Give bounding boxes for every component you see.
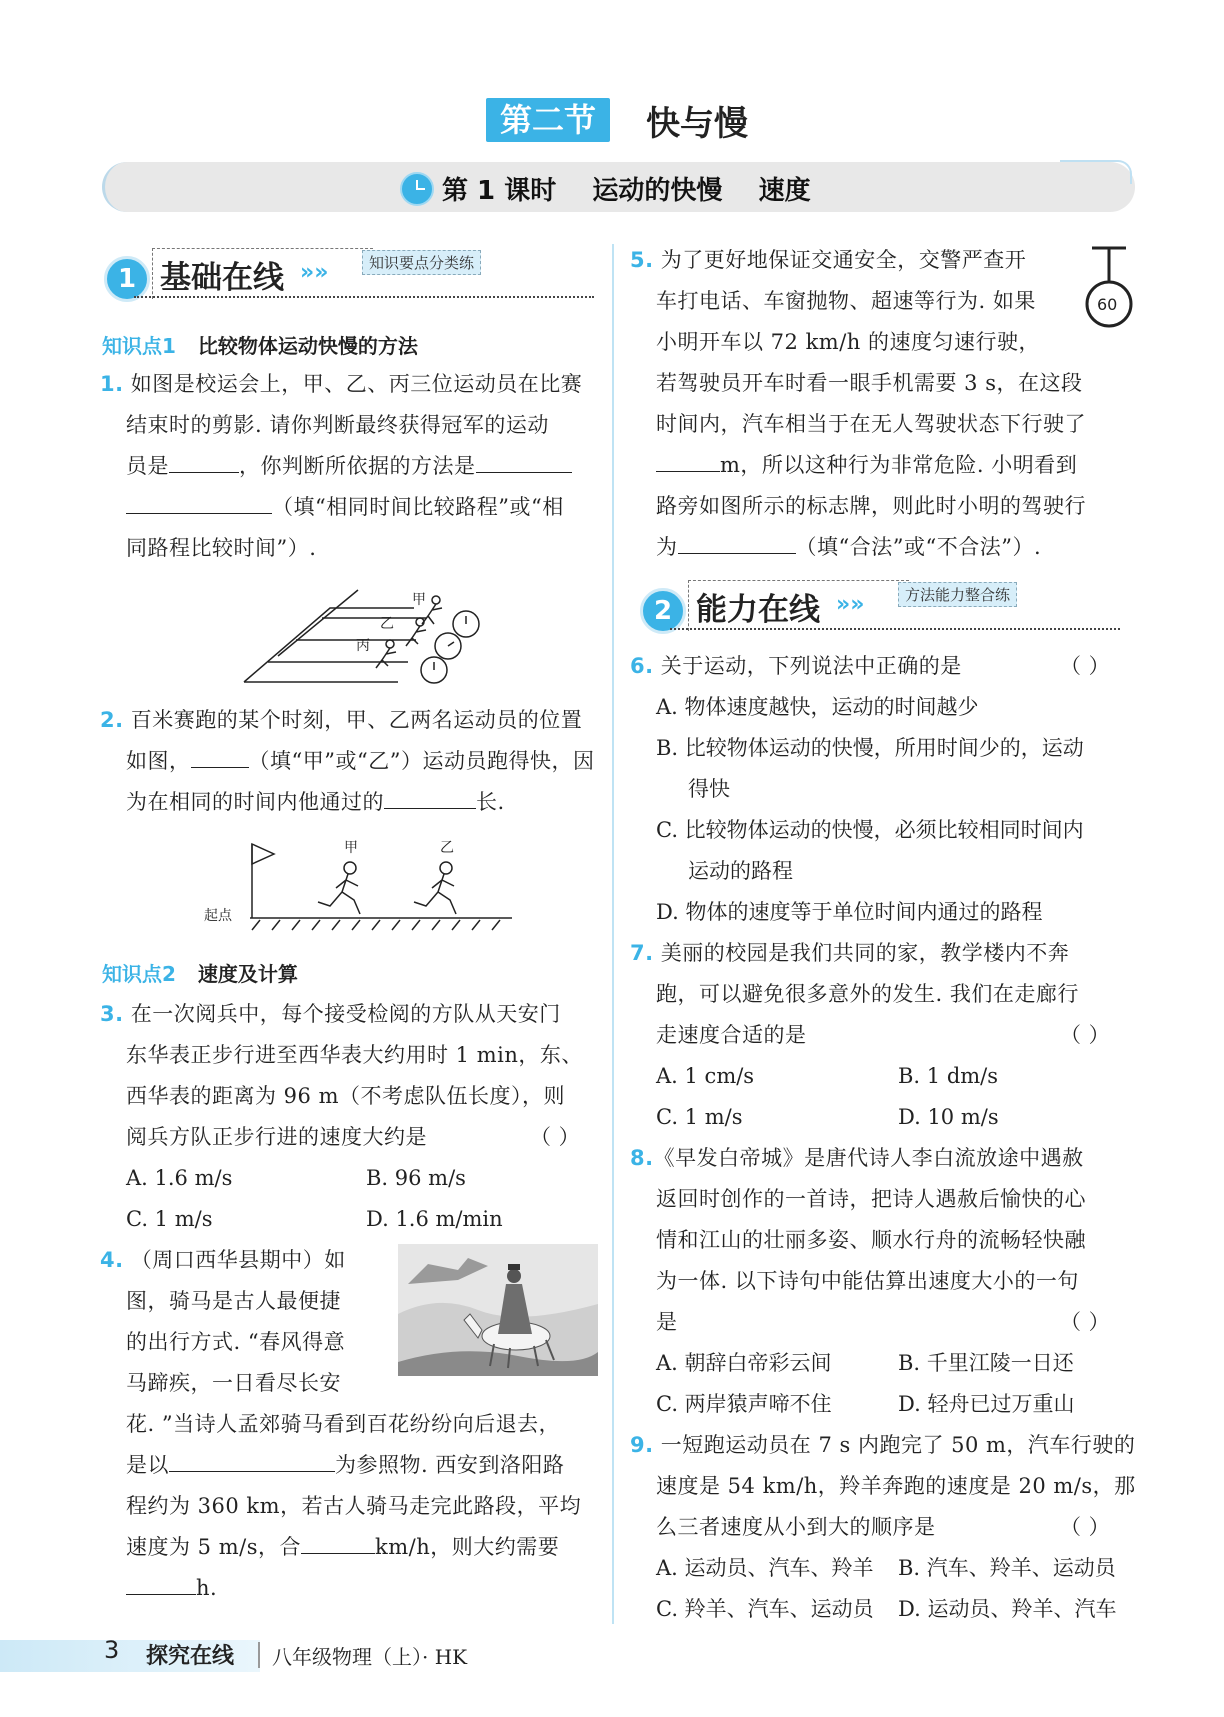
question-text: 程约为 360 km，若古人骑马走完此路段，平均 xyxy=(126,1494,582,1518)
question-text: 返回时创作的一首诗，把诗人遇赦后愉快的心 xyxy=(656,1187,1086,1211)
knowledge-point-tag: 知识点1 xyxy=(102,334,176,358)
option-a[interactable]: A. 物体速度越快，运动的时间越少 xyxy=(656,695,979,719)
runner-label-c: 丙 xyxy=(356,638,370,654)
question-text: 的出行方式. “春风得意 xyxy=(126,1330,346,1354)
question-number: 9. xyxy=(630,1433,654,1457)
knowledge-point-text: 速度及计算 xyxy=(197,962,298,986)
question-text: （填“甲”或“乙”）运动员跑得快，因 xyxy=(248,749,595,773)
option-c[interactable]: C. 羚羊、汽车、运动员 xyxy=(656,1597,874,1621)
option-a[interactable]: A. 1.6 m/s xyxy=(126,1166,233,1190)
question-9 xyxy=(630,1425,1136,1548)
question-text: 东华表正步行进至西华表大约用时 1 min，东、 xyxy=(126,1043,583,1067)
question-text: 员是 xyxy=(126,454,169,478)
knowledge-point-1 xyxy=(102,330,418,359)
question-text: 百米赛跑的某个时刻，甲、乙两名运动员的位置 xyxy=(130,708,583,732)
footer-separator xyxy=(258,1642,260,1668)
answer-bracket[interactable]: （ ） xyxy=(1060,1310,1111,1334)
option-b[interactable]: B. 96 m/s xyxy=(366,1166,466,1190)
horse-rider-image xyxy=(398,1244,598,1376)
race-finish-figure xyxy=(238,584,488,692)
section-header-basic xyxy=(104,250,594,306)
start-label: 起点 xyxy=(204,908,232,924)
option-b[interactable]: B. 1 dm/s xyxy=(898,1064,999,1088)
answer-bracket[interactable]: （ ） xyxy=(530,1125,581,1149)
runner-label-b: 乙 xyxy=(440,840,454,856)
question-text: 如图， xyxy=(126,749,191,773)
question-text: h. xyxy=(196,1576,218,1600)
answer-blank[interactable] xyxy=(169,1450,335,1472)
question-text: 图，骑马是古人最便捷 xyxy=(126,1289,341,1313)
question-text: 在一次阅兵中，每个接受检阅的方队从天安门 xyxy=(130,1002,561,1026)
question-text: 跑，可以避免很多意外的发生. 我们在走廊行 xyxy=(656,982,1079,1006)
question-text: （周口西华县期中）如 xyxy=(130,1248,346,1272)
answer-blank[interactable] xyxy=(384,787,476,809)
section-dotted-rule xyxy=(134,296,594,298)
question-text: （填“相同时间比较路程”或“相 xyxy=(272,495,564,519)
question-text: 为参照物. 西安到洛阳路 xyxy=(335,1453,565,1477)
question-5 xyxy=(630,240,1130,568)
chevrons-icon: »» xyxy=(300,260,329,285)
question-text: 美丽的校园是我们共同的家，教学楼内不奔 xyxy=(660,941,1070,965)
question-text: 如图是校运会上，甲、乙、丙三位运动员在比赛 xyxy=(130,372,583,396)
question-text: 速度是 54 km/h，羚羊奔跑的速度是 20 m/s，那 xyxy=(656,1474,1136,1498)
question-1 xyxy=(100,364,600,569)
question-text: 为了更好地保证交通安全，交警严查开 xyxy=(660,248,1027,272)
question-number: 4. xyxy=(100,1248,124,1272)
question-text: 马蹄疾，一日看尽长安 xyxy=(126,1371,341,1395)
question-text: 一短跑运动员在 7 s 内跑完了 50 m，汽车行驶的 xyxy=(660,1433,1136,1457)
knowledge-point-tag: 知识点2 xyxy=(102,962,176,986)
answer-blank[interactable] xyxy=(476,451,572,473)
section-number: 1 xyxy=(104,256,150,302)
option-b-cont: 得快 xyxy=(688,777,730,801)
question-text: 《早发白帝城》是唐代诗人李白流放途中遇赦 xyxy=(653,1146,1084,1170)
question-number: 8. xyxy=(630,1146,654,1170)
question-text: 阅兵方队正步行进的速度大约是 xyxy=(126,1125,427,1149)
option-c[interactable]: C. 1 m/s xyxy=(656,1105,743,1129)
speed-limit-sign xyxy=(1084,244,1134,334)
lesson-title: 第 1 课时 运动的快慢 速度 xyxy=(442,176,811,206)
answer-blank[interactable] xyxy=(191,746,249,768)
question-text: km/h，则大约需要 xyxy=(374,1535,560,1559)
section-name: 能力在线 xyxy=(696,592,820,628)
question-6 xyxy=(630,646,1130,687)
question-text: 为一体. 以下诗句中能估算出速度大小的一句 xyxy=(656,1269,1079,1293)
runner-label-a: 甲 xyxy=(412,592,426,608)
option-d[interactable]: D. 物体的速度等于单位时间内通过的路程 xyxy=(656,900,1043,924)
section-subtitle: 知识要点分类练 xyxy=(362,250,481,275)
question-number: 1. xyxy=(100,372,124,396)
chevrons-icon: »» xyxy=(836,592,865,617)
question-text: 是 xyxy=(656,1310,678,1334)
question-text: ，你判断所依据的方法是 xyxy=(239,454,476,478)
question-text: 若驾驶员开车时看一眼手机需要 3 s，在这段 xyxy=(656,371,1083,395)
question-text: 西华表的距离为 96 m（不考虑队伍长度），则 xyxy=(126,1084,565,1108)
page-number: 3 xyxy=(104,1636,120,1664)
option-d[interactable]: D. 10 m/s xyxy=(898,1105,999,1129)
question-text: 走速度合适的是 xyxy=(656,1023,807,1047)
option-b[interactable]: B. 汽车、羚羊、运动员 xyxy=(898,1556,1116,1580)
section-dotted-rule xyxy=(670,628,1120,630)
question-text: 么三者速度从小到大的顺序是 xyxy=(656,1515,936,1539)
question-number: 7. xyxy=(630,941,654,965)
answer-bracket[interactable]: （ ） xyxy=(1060,654,1111,678)
question-number: 6. xyxy=(630,654,654,678)
option-c[interactable]: C. 比较物体运动的快慢，必须比较相同时间内 xyxy=(656,818,1084,842)
runner-label-b: 乙 xyxy=(380,616,394,632)
footer-brand: 探究在线 xyxy=(146,1644,235,1669)
question-text: 是以 xyxy=(126,1453,169,1477)
option-a[interactable]: A. 运动员、汽车、羚羊 xyxy=(656,1556,874,1580)
option-c[interactable]: C. 两岸猿声啼不住 xyxy=(656,1392,832,1416)
question-text: 关于运动，下列说法中正确的是 xyxy=(660,654,962,678)
option-a[interactable]: A. 朝辞白帝彩云间 xyxy=(656,1351,832,1375)
answer-bracket[interactable]: （ ） xyxy=(1060,1515,1111,1539)
option-d[interactable]: D. 轻舟已过万重山 xyxy=(898,1392,1075,1416)
answer-blank[interactable] xyxy=(126,492,272,514)
question-text: 为 xyxy=(656,535,678,559)
question-number: 5. xyxy=(630,248,654,272)
section-name: 基础在线 xyxy=(160,260,284,296)
section-title: 快与慢 xyxy=(646,104,748,144)
knowledge-point-2 xyxy=(102,958,298,987)
question-text: 小明开车以 72 km/h 的速度匀速行驶， xyxy=(656,330,1040,354)
question-text: 路旁如图所示的标志牌，则此时小明的驾驶行 xyxy=(656,494,1086,518)
option-d[interactable]: D. 1.6 m/min xyxy=(366,1207,503,1231)
question-7 xyxy=(630,933,1130,1056)
speed-limit-value: 60 xyxy=(1097,295,1118,314)
question-text: m，所以这种行为非常危险. 小明看到 xyxy=(720,453,1078,477)
section-number: 2 xyxy=(640,588,686,634)
clock-icon xyxy=(400,172,434,206)
knowledge-point-text: 比较物体运动快慢的方法 xyxy=(197,334,418,358)
question-number: 3. xyxy=(100,1002,124,1026)
question-text: 长. xyxy=(476,790,505,814)
section-subtitle: 方法能力整合练 xyxy=(898,582,1017,607)
option-b[interactable]: B. 千里江陵一日还 xyxy=(898,1351,1074,1375)
question-3 xyxy=(100,994,600,1158)
runners-figure xyxy=(200,834,520,934)
question-text: 同路程比较时间”）. xyxy=(126,536,317,560)
question-number: 2. xyxy=(100,708,124,732)
question-8 xyxy=(630,1138,1130,1343)
question-text: （填“合法”或“不合法”）. xyxy=(795,535,1042,559)
answer-blank[interactable] xyxy=(126,1573,196,1595)
question-2 xyxy=(100,700,600,823)
answer-bracket[interactable]: （ ） xyxy=(1060,1023,1111,1047)
question-text: 车打电话、车窗抛物、超速等行为. 如果 xyxy=(656,289,1036,313)
section-label: 第二节 xyxy=(486,98,610,142)
question-text: 情和江山的壮丽多姿、顺水行舟的流畅轻快融 xyxy=(656,1228,1086,1252)
column-divider xyxy=(612,244,614,1624)
option-b[interactable]: B. 比较物体运动的快慢，所用时间少的，运动 xyxy=(656,736,1084,760)
answer-blank[interactable] xyxy=(678,532,796,554)
question-text: 为在相同的时间内他通过的 xyxy=(126,790,384,814)
question-text: 花. ”当诗人孟郊骑马看到百花纷纷向后退去， xyxy=(126,1412,561,1436)
option-d[interactable]: D. 运动员、羚羊、汽车 xyxy=(898,1597,1117,1621)
footer-book-title: 八年级物理（上）· HK xyxy=(272,1645,468,1669)
lesson-bar-decoration xyxy=(1060,160,1132,184)
question-text: 时间内，汽车相当于在无人驾驶状态下行驶了 xyxy=(656,412,1086,436)
answer-blank[interactable] xyxy=(301,1532,375,1554)
option-c-cont: 运动的路程 xyxy=(688,859,793,883)
section-header-ability xyxy=(640,582,1130,638)
runner-label-a: 甲 xyxy=(344,840,358,856)
option-c[interactable]: C. 1 m/s xyxy=(126,1207,213,1231)
question-text: 结束时的剪影. 请你判断最终获得冠军的运动 xyxy=(126,413,549,437)
answer-blank[interactable] xyxy=(656,450,720,472)
answer-blank[interactable] xyxy=(169,451,239,473)
option-a[interactable]: A. 1 cm/s xyxy=(656,1064,755,1088)
question-text: 速度为 5 m/s，合 xyxy=(126,1535,301,1559)
